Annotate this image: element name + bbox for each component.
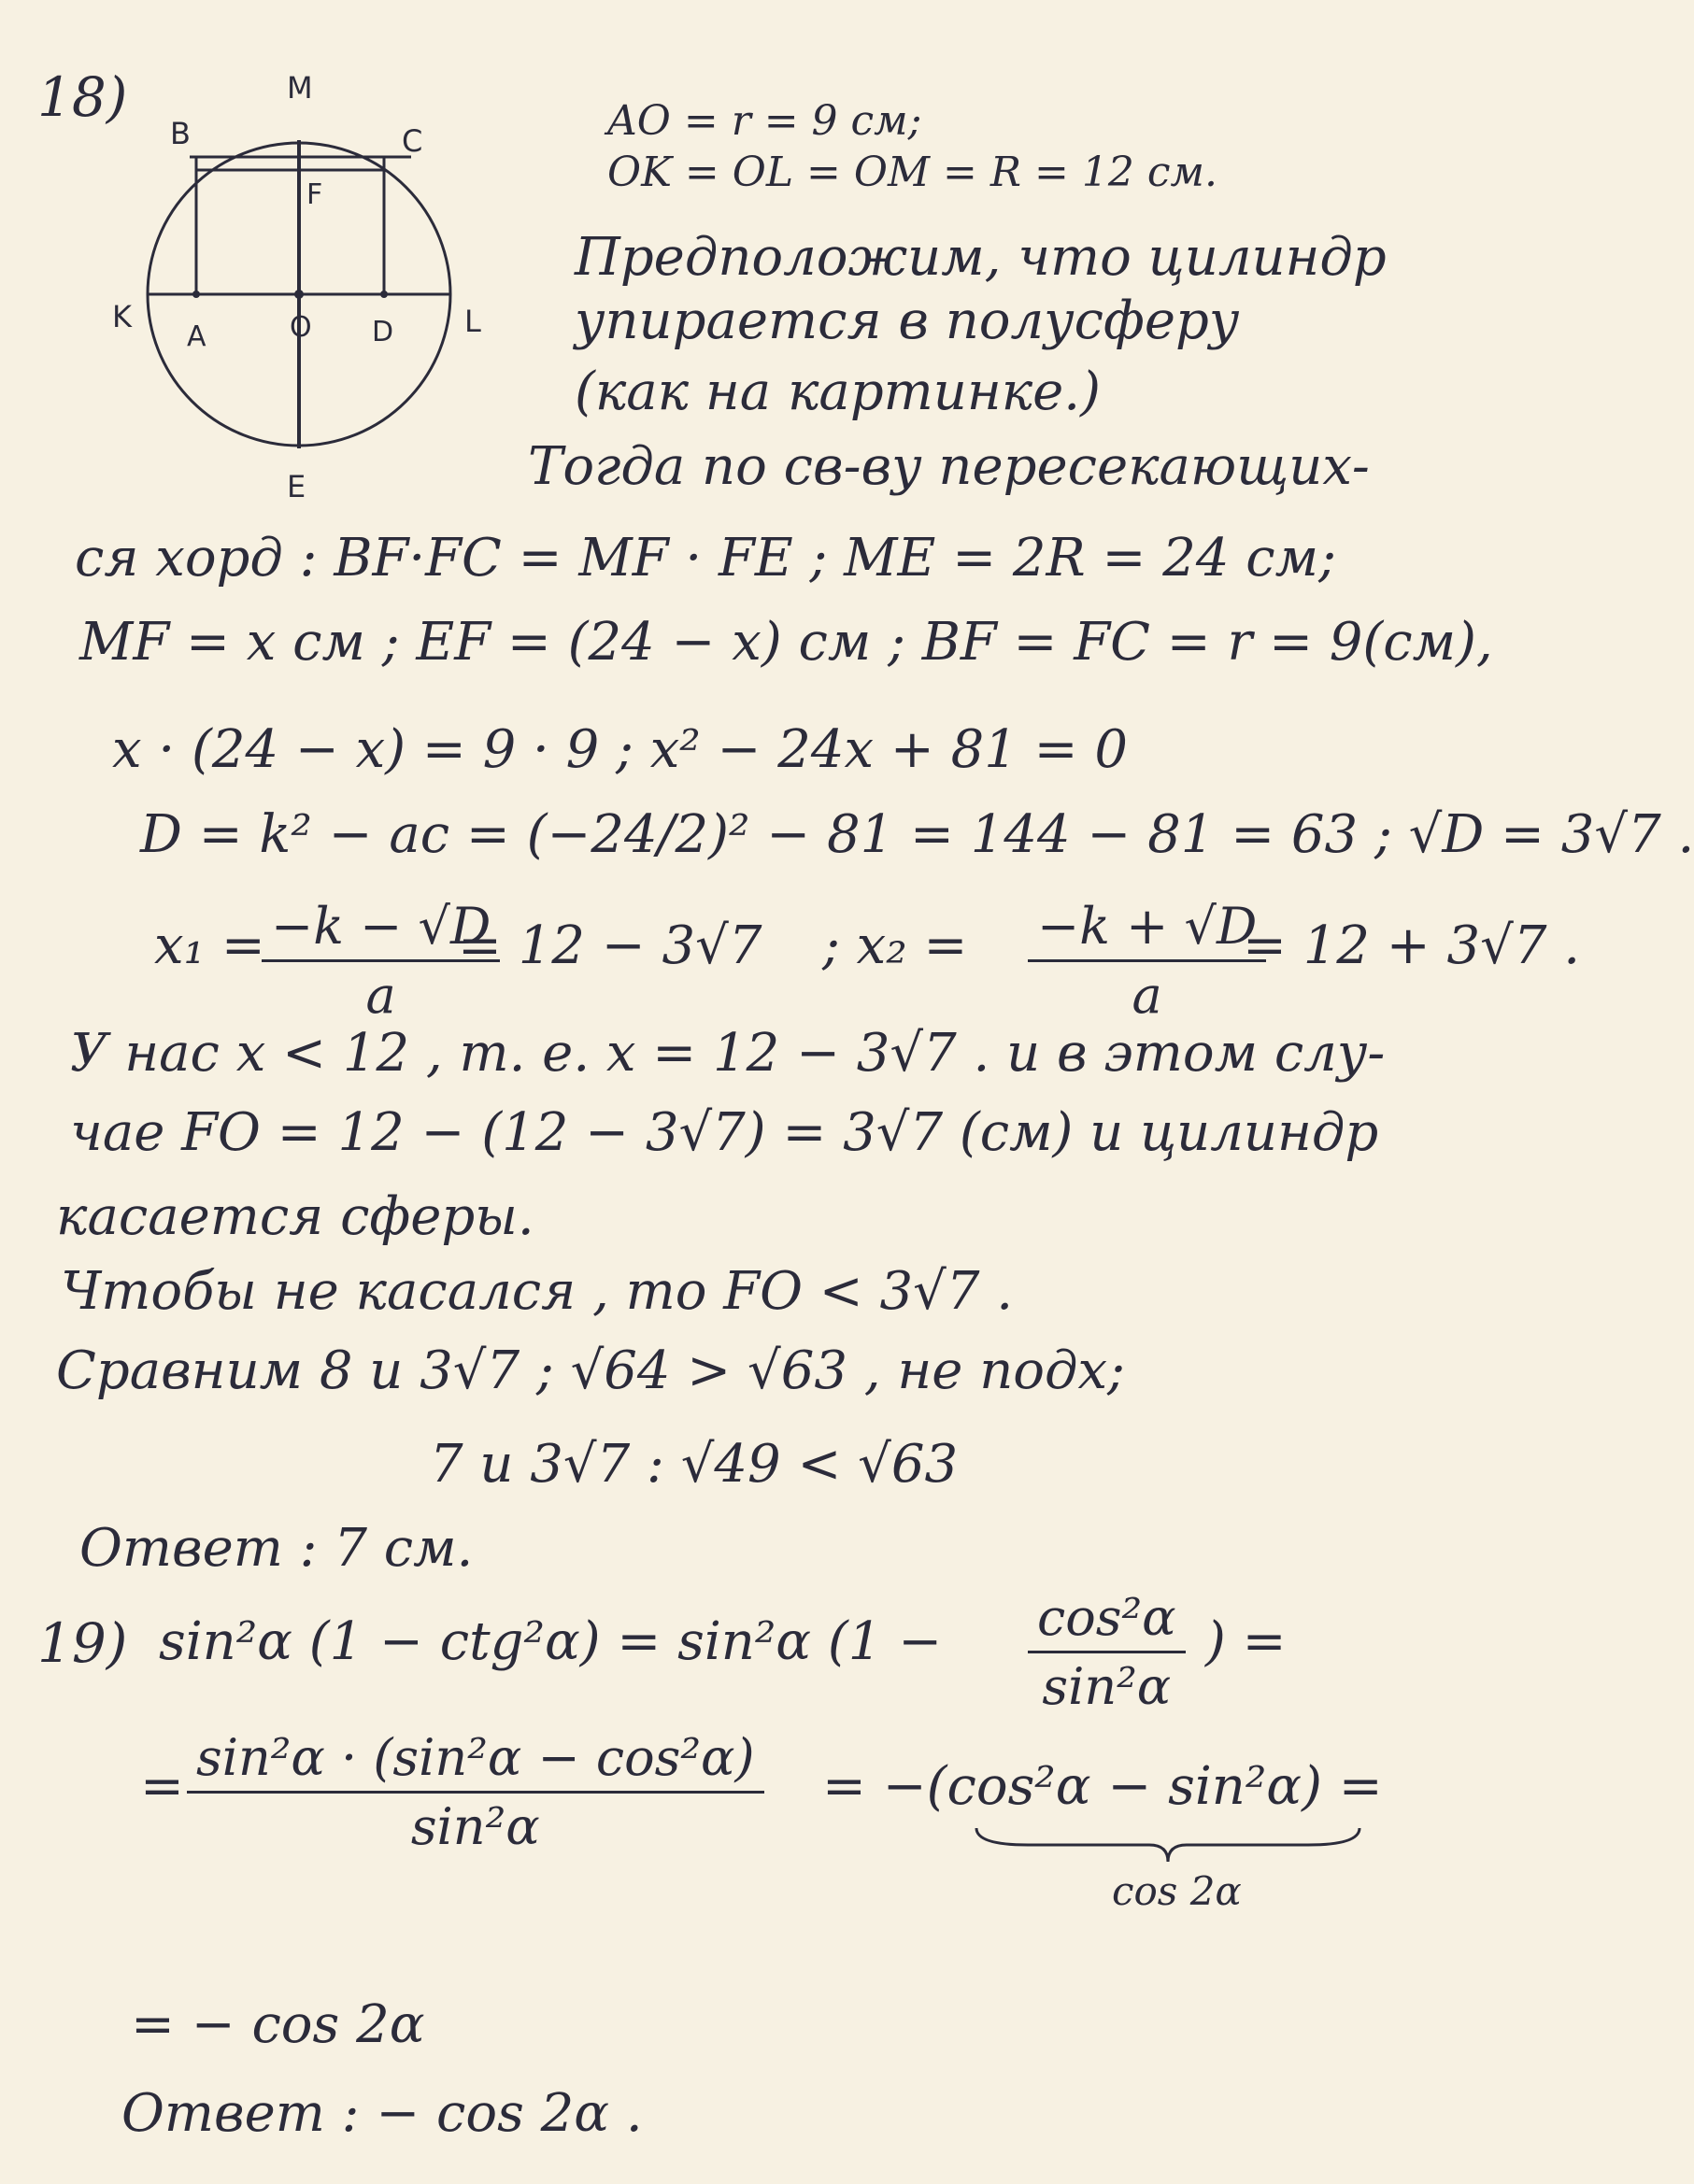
- label-K: K: [112, 299, 132, 334]
- fraction-numerator: −k − √D: [262, 897, 500, 962]
- identity-line-1: sin²α (1 − ctg²α) = sin²α (1 −: [159, 1611, 943, 1672]
- point-A: [192, 291, 200, 298]
- root-x1-lhs: x₁ =: [154, 915, 265, 976]
- fraction-numerator: −k + √D: [1028, 897, 1266, 962]
- text-line: (как на картинке.): [575, 362, 1101, 422]
- root-x1-value: = 12 − 3√7: [458, 915, 762, 976]
- underbrace: [972, 1826, 1364, 1864]
- label-L: L: [464, 304, 481, 339]
- text-line: Предположим, что цилиндр: [575, 227, 1387, 288]
- fraction-numerator: sin²α · (sin²α − cos²α): [187, 1728, 764, 1794]
- point-D: [380, 291, 388, 298]
- cos-over-sin-fraction: [1028, 1588, 1186, 1716]
- root-x2-fraction: [1028, 897, 1266, 1025]
- label-M: M: [287, 70, 313, 106]
- fraction-numerator: cos²α: [1028, 1588, 1186, 1653]
- label-C: C: [402, 123, 423, 159]
- fraction-denominator: sin²α: [1042, 1657, 1172, 1716]
- identity-result: = − cos 2α: [131, 1994, 425, 2055]
- identity-line-2-eq: =: [140, 1756, 184, 1817]
- point-O: [294, 290, 304, 299]
- problem-18-number: 18): [37, 65, 128, 129]
- label-A: A: [187, 320, 206, 353]
- identity-line-2-end: = −(cos²α − sin²α) =: [822, 1756, 1383, 1817]
- label-O: O: [290, 311, 312, 344]
- label-B: B: [170, 116, 191, 151]
- identity-line-1-end: ) =: [1205, 1611, 1287, 1672]
- given-line-1: AO = r = 9 см;: [607, 97, 922, 145]
- text-line: чае FO = 12 − (12 − 3√7) = 3√7 (см) и цилиндр: [70, 1102, 1379, 1163]
- circle-diagram: [93, 65, 542, 514]
- text-line: 7 и 3√7 : √49 < √63: [430, 1434, 959, 1495]
- fraction-denominator: a: [365, 966, 396, 1025]
- problem-19-number: 19): [37, 1611, 128, 1675]
- fraction-denominator: a: [1132, 966, 1162, 1025]
- label-E: E: [287, 469, 306, 504]
- text-line: Чтобы не касался , то FO < 3√7 .: [61, 1261, 1014, 1322]
- text-line: касается сферы.: [56, 1186, 534, 1247]
- equation-line: D = k² − ac = (−24/2)² − 81 = 144 − 81 = 63 ; √D = 3√7 .: [140, 804, 1694, 865]
- answer-19: Ответ : − cos 2α .: [121, 2083, 643, 2144]
- text-line: MF = x см ; EF = (24 − x) см ; BF = FC = r = 9(см),: [79, 612, 1493, 673]
- root-x2-value: = 12 + 3√7 .: [1243, 915, 1581, 976]
- text-line: ся хорд : BF·FC = MF · FE ; ME = 2R = 24 см;: [75, 528, 1336, 589]
- answer-18: Ответ : 7 см.: [79, 1518, 474, 1579]
- brace-label: cos 2α: [1112, 1868, 1242, 1914]
- label-D: D: [372, 316, 394, 348]
- text-line: упирается в полусферу: [575, 291, 1240, 351]
- text-line: Тогда по св-ву пересекающих-: [528, 436, 1370, 497]
- given-line-2: OK = OL = OM = R = 12 см.: [607, 149, 1217, 196]
- simplified-fraction: [187, 1728, 764, 1856]
- fraction-denominator: sin²α: [410, 1797, 540, 1856]
- label-F: F: [306, 178, 323, 211]
- root-x2-lhs: ; x₂ =: [822, 915, 968, 976]
- text-line: Сравним 8 и 3√7 ; √64 > √63 , не подх;: [56, 1340, 1125, 1401]
- equation-line: x · (24 − x) = 9 · 9 ; x² − 24x + 81 = 0: [112, 719, 1129, 780]
- text-line: У нас x < 12 , т. е. x = 12 − 3√7 . и в этом слу-: [70, 1023, 1386, 1084]
